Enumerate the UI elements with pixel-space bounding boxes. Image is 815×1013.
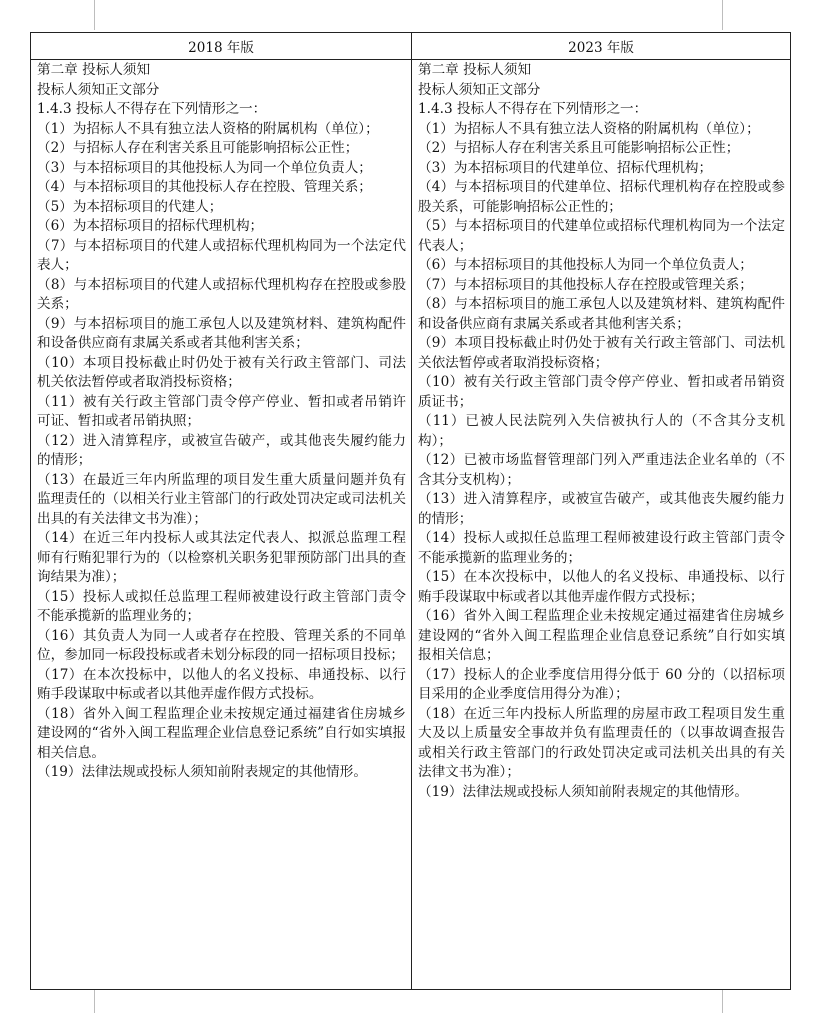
list-item: （3）为本招标项目的代建单位、招标代理机构； — [418, 159, 713, 176]
list-item: 投标人须知正文部分 — [37, 81, 160, 98]
list-item: （10）被有关行政主管部门责令停产停业、暂扣或者吊销资质证书； — [418, 374, 785, 410]
list-item: （7）与本招标项目的其他投标人存在控股或管理关系； — [418, 276, 753, 293]
list-item: （15）投标人或拟任总监理工程师被建设行政主管部门责令不能承揽新的监理业务的； — [37, 588, 406, 624]
list-item: （3）与本招标项目的其他投标人为同一个单位负责人； — [37, 159, 372, 176]
list-item: （12）进入清算程序，或被宣告破产，或其他丧失履约能力的情形； — [37, 432, 406, 468]
list-item: （13）在最近三年内所监理的项目发生重大质量问题并负有监理责任的（以相关行业主管部门的行政处罚决定或司法机关出具的有关法律文书为准）； — [37, 471, 406, 527]
list-item: 投标人须知正文部分 — [418, 81, 541, 98]
list-item: （1）为招标人不具有独立法人资格的附属机构（单位）； — [418, 120, 760, 137]
list-item: （6）与本招标项目的其他投标人为同一个单位负责人； — [418, 257, 753, 273]
list-item: （7）与本招标项目的代建人或招标代理机构同为一个法定代表人； — [37, 237, 406, 273]
list-item: （11）已被人民法院列入失信被执行人的（不含其分支机构）； — [418, 413, 785, 449]
list-item: 1.4.3 投标人不得存在下列情形之一： — [418, 101, 648, 117]
crop-mark-right — [722, 0, 723, 30]
list-item: 第二章 投标人须知 — [37, 62, 151, 78]
list-item: （14）在近三年内投标人或其法定代表人、拟派总监理工程师有行贿犯罪行为的（以检察机关职务犯罪预防部门出具的查询结果为准）； — [37, 530, 406, 585]
list-item: （18）省外入闽工程监理企业未按规定通过福建省住房城乡建设网的“省外入闽工程监理企业信息登记系统”自行如实填报相关信息。 — [37, 705, 406, 761]
crop-mark-right-bottom — [722, 990, 723, 1013]
comparison-table — [30, 32, 791, 990]
list-item: （8）与本招标项目的代建人或招标代理机构存在控股或参股关系； — [37, 276, 406, 312]
list-item: （12）已被市场监督管理部门列入严重违法企业名单的（不含其分支机构）； — [418, 452, 785, 488]
list-item: （6）为本招标项目的招标代理机构； — [37, 218, 264, 234]
list-item: （2）与招标人存在利害关系且可能影响招标公正性； — [37, 140, 359, 156]
list-item: （9）本项目投标截止时仍处于被有关行政主管部门、司法机关依法暂停或者取消投标资格； — [418, 335, 785, 371]
header-2023: 2023 年版 — [412, 33, 791, 60]
list-item: （10）本项目投标截止时仍处于被有关行政主管部门、司法机关依法暂停或者取消投标资格； — [37, 354, 406, 390]
list-item: （17）投标人的企业季度信用得分低于 60 分的（以招标项目采用的企业季度信用得分为准）； — [418, 666, 785, 702]
list-item: （13）进入清算程序，或被宣告破产，或其他丧失履约能力的情形； — [418, 491, 785, 527]
crop-mark-left — [94, 0, 95, 30]
list-item: （5）与本招标项目的代建单位或招标代理机构同为一个法定代表人； — [418, 218, 785, 254]
list-item: （9）与本招标项目的施工承包人以及建筑材料、建筑构配件和设备供应商有隶属关系或者其他利害关系； — [37, 315, 406, 351]
list-item: （18）在近三年内投标人所监理的房屋市政工程项目发生重大及以上质量安全事故并负有监理责任的（以事故调查报告或相关行政主管部门的行政处罚决定或司法机关出具的有关法律文书为准）； — [418, 705, 785, 780]
list-item: （15）在本次投标中，以他人的名义投标、串通投标、以行贿手段谋取中标或者以其他弄虚作假方式投标； — [418, 569, 785, 605]
list-item: （8）与本招标项目的施工承包人以及建筑材料、建筑构配件和设备供应商有隶属关系或者其他利害关系； — [418, 296, 785, 332]
list-item: （17）在本次投标中，以他人的名义投标、串通投标、以行贿手段谋取中标或者以其他弄虚作假方式投标。 — [37, 666, 406, 702]
table-body-row — [31, 60, 791, 990]
crop-mark-left-bottom — [94, 990, 95, 1013]
list-item: （2）与招标人存在利害关系且可能影响招标公正性； — [418, 140, 740, 156]
list-item: （4）与本招标项目的其他投标人存在控股、管理关系； — [37, 179, 372, 195]
list-item: （4）与本招标项目的代建单位、招标代理机构存在控股或参股关系，可能影响招标公正性的； — [418, 179, 785, 215]
list-item: 1.4.3 投标人不得存在下列情形之一： — [37, 101, 267, 117]
list-item: （19）法律法规或投标人须知前附表规定的其他情形。 — [418, 783, 748, 800]
list-item: （5）为本招标项目的代建人； — [37, 198, 223, 215]
list-item: 第二章 投标人须知 — [418, 62, 532, 78]
list-item: （16）省外入闽工程监理企业未按规定通过福建省住房城乡建设网的“省外入闽工程监理企业信息登记系统”自行如实填报相关信息； — [418, 608, 785, 663]
header-2018: 2018 年版 — [31, 33, 412, 60]
list-item: （14）投标人或拟任总监理工程师被建设行政主管部门责令不能承揽新的监理业务的； — [418, 530, 785, 566]
column-2023 — [412, 60, 791, 990]
list-item: （19）法律法规或投标人须知前附表规定的其他情形。 — [37, 764, 367, 780]
list-item: （16）其负责人为同一人或者存在控股、管理关系的不同单位，参加同一标段投标或者未划分标段的同一招标项目投标； — [37, 627, 406, 663]
list-item: （1）为招标人不具有独立法人资格的附属机构（单位）； — [37, 120, 379, 137]
column-2018 — [31, 60, 412, 990]
list-item: （11）被有关行政主管部门责令停产停业、暂扣或者吊销许可证、暂扣或者吊销执照； — [37, 393, 406, 429]
table-header-row — [31, 33, 791, 60]
